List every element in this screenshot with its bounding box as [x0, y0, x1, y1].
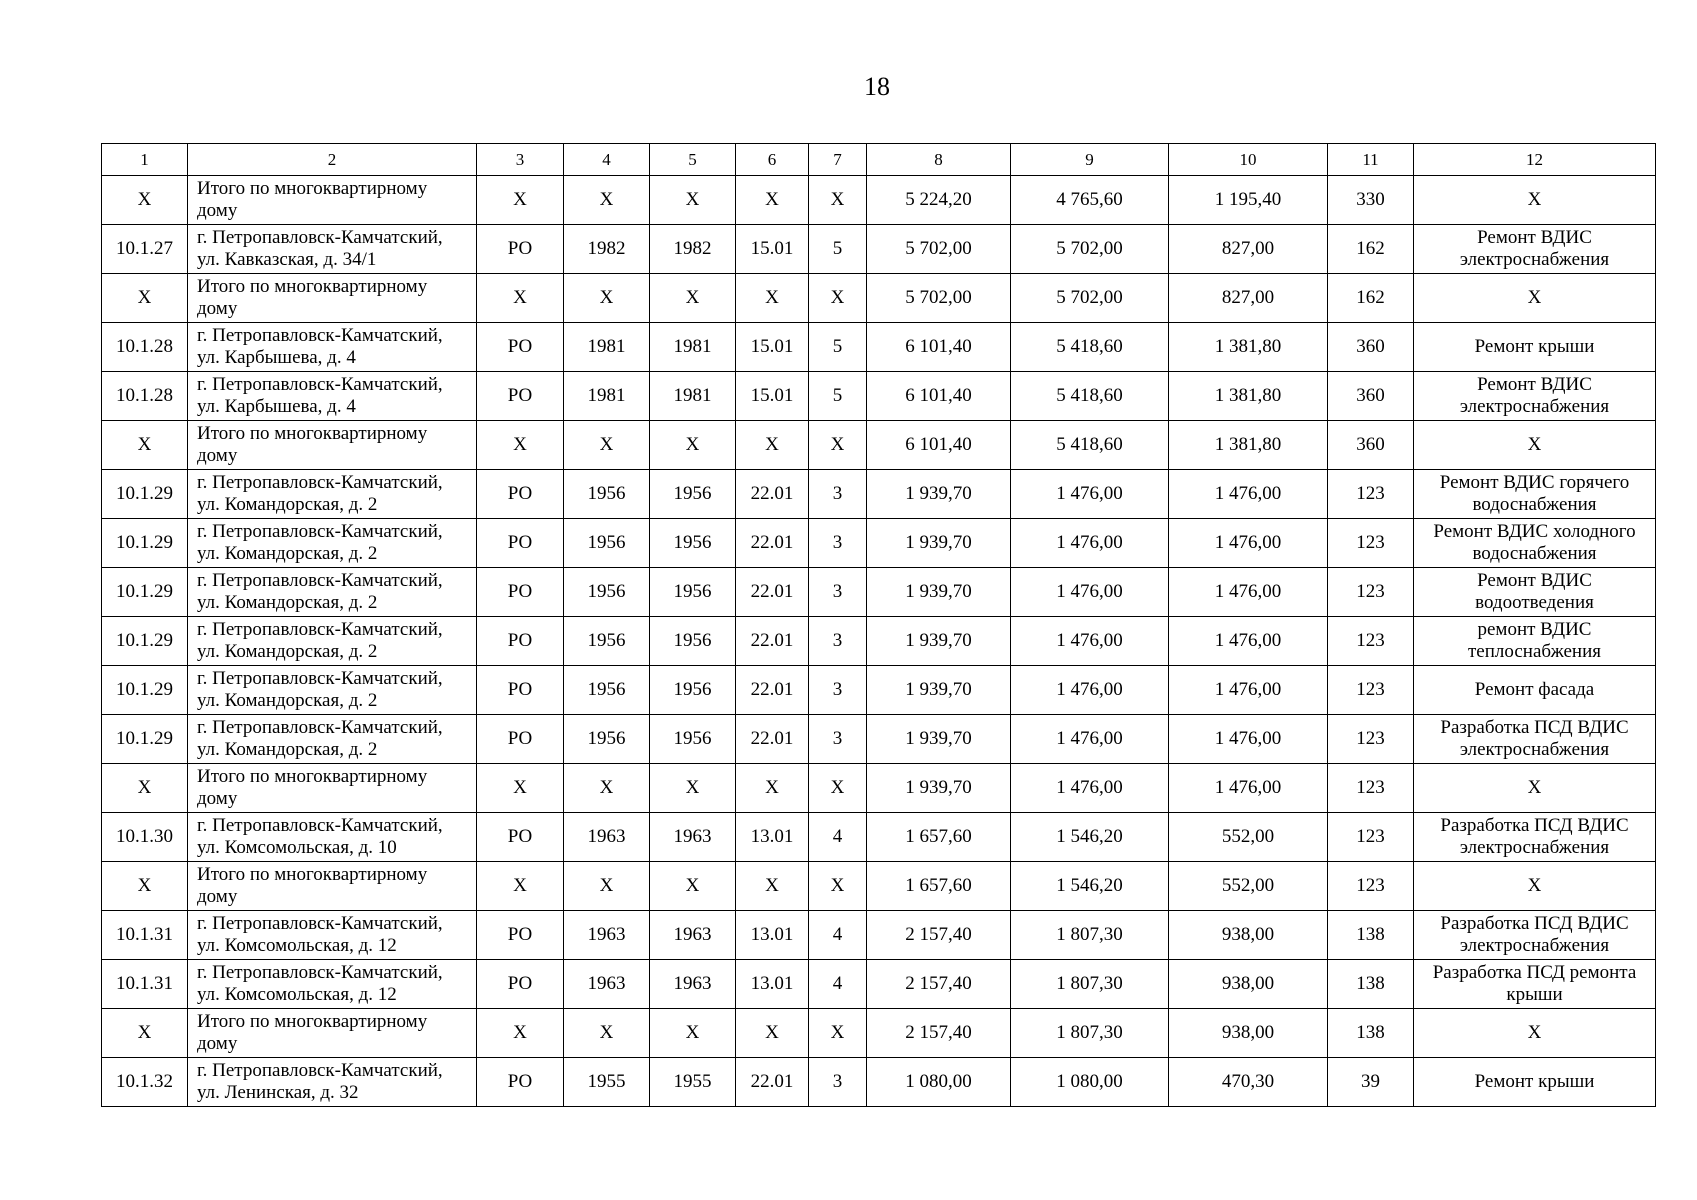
- table-cell: X: [477, 421, 564, 470]
- column-number-header: 1: [102, 144, 188, 176]
- column-number-header: 3: [477, 144, 564, 176]
- table-cell: X: [809, 764, 867, 813]
- table-cell: 1 476,00: [1011, 470, 1169, 519]
- table-cell: 1 476,00: [1011, 568, 1169, 617]
- table-cell: РО: [477, 225, 564, 274]
- table-cell: X: [1414, 862, 1656, 911]
- table-cell: 5 418,60: [1011, 323, 1169, 372]
- table-cell: 10.1.31: [102, 911, 188, 960]
- table-cell: Ремонт крыши: [1414, 323, 1656, 372]
- table-cell: X: [809, 274, 867, 323]
- table-cell: 6 101,40: [867, 323, 1011, 372]
- table-cell: Разработка ПСД ВДИС электроснабжения: [1414, 813, 1656, 862]
- table-cell: г. Петропавловск-Камчатский, ул. Кавказская, д. 34/1: [188, 225, 477, 274]
- table-cell: 1 939,70: [867, 568, 1011, 617]
- table-cell: 123: [1328, 519, 1414, 568]
- table-cell: 10.1.29: [102, 568, 188, 617]
- table-body: [102, 144, 1656, 1107]
- table-cell: Итого по многоквартирному дому: [188, 176, 477, 225]
- table-cell: X: [477, 1009, 564, 1058]
- table-cell: 1 381,80: [1169, 421, 1328, 470]
- table-cell: 360: [1328, 421, 1414, 470]
- table-cell: X: [650, 176, 736, 225]
- table-cell: 1956: [650, 519, 736, 568]
- table-cell: 22.01: [736, 715, 809, 764]
- table-cell: X: [102, 274, 188, 323]
- table-cell: РО: [477, 323, 564, 372]
- table-cell: 4: [809, 960, 867, 1009]
- table-cell: Итого по многоквартирному дому: [188, 1009, 477, 1058]
- table-cell: 1963: [650, 960, 736, 1009]
- table-row: [102, 519, 1656, 568]
- column-number-header: 8: [867, 144, 1011, 176]
- table-row: [102, 960, 1656, 1009]
- table-cell: 162: [1328, 274, 1414, 323]
- table-cell: РО: [477, 960, 564, 1009]
- table-cell: 6 101,40: [867, 372, 1011, 421]
- table-cell: 1 939,70: [867, 470, 1011, 519]
- table-cell: 1 080,00: [1011, 1058, 1169, 1107]
- table-cell: 3: [809, 715, 867, 764]
- column-number-header: 9: [1011, 144, 1169, 176]
- table-cell: 2 157,40: [867, 1009, 1011, 1058]
- table-cell: г. Петропавловск-Камчатский, ул. Командорская, д. 2: [188, 519, 477, 568]
- table-cell: X: [477, 176, 564, 225]
- table-cell: РО: [477, 372, 564, 421]
- table-cell: 5 702,00: [867, 225, 1011, 274]
- table-cell: 470,30: [1169, 1058, 1328, 1107]
- table-cell: 4: [809, 911, 867, 960]
- column-number-header: 5: [650, 144, 736, 176]
- table-cell: 1981: [564, 323, 650, 372]
- table-cell: 1 807,30: [1011, 911, 1169, 960]
- table-cell: 1956: [650, 666, 736, 715]
- table-cell: РО: [477, 519, 564, 568]
- table-cell: 552,00: [1169, 862, 1328, 911]
- table-cell: Ремонт крыши: [1414, 1058, 1656, 1107]
- table-cell: 3: [809, 666, 867, 715]
- table-cell: 1 476,00: [1169, 470, 1328, 519]
- table-cell: X: [477, 764, 564, 813]
- table-cell: 1956: [650, 470, 736, 519]
- table-cell: 123: [1328, 568, 1414, 617]
- table-cell: 1956: [650, 715, 736, 764]
- table-cell: 1956: [564, 470, 650, 519]
- table-cell: 1982: [564, 225, 650, 274]
- table-cell: 10.1.29: [102, 470, 188, 519]
- table-cell: 5: [809, 225, 867, 274]
- table-cell: Ремонт ВДИС электроснабжения: [1414, 372, 1656, 421]
- table-cell: 5 702,00: [867, 274, 1011, 323]
- table-cell: 123: [1328, 715, 1414, 764]
- table-cell: РО: [477, 911, 564, 960]
- table-cell: X: [809, 862, 867, 911]
- table-cell: 22.01: [736, 519, 809, 568]
- table-cell: 5: [809, 372, 867, 421]
- table-cell: 1 657,60: [867, 813, 1011, 862]
- table-cell: 938,00: [1169, 911, 1328, 960]
- table-cell: 10.1.29: [102, 715, 188, 764]
- table-cell: 1 195,40: [1169, 176, 1328, 225]
- table-cell: 1956: [564, 715, 650, 764]
- table-cell: 1956: [564, 568, 650, 617]
- column-number-header: 11: [1328, 144, 1414, 176]
- table-cell: 22.01: [736, 568, 809, 617]
- table-cell: 1 476,00: [1169, 764, 1328, 813]
- table-cell: X: [1414, 176, 1656, 225]
- table-cell: 1963: [564, 813, 650, 862]
- table-row: [102, 911, 1656, 960]
- table-cell: РО: [477, 715, 564, 764]
- table-cell: 123: [1328, 666, 1414, 715]
- table-cell: 1981: [650, 372, 736, 421]
- table-cell: 1 939,70: [867, 715, 1011, 764]
- table-row: [102, 666, 1656, 715]
- table-cell: 5 418,60: [1011, 421, 1169, 470]
- table-cell: Ремонт ВДИС холодного водоснабжения: [1414, 519, 1656, 568]
- table-cell: X: [650, 1009, 736, 1058]
- table-cell: Разработка ПСД ВДИС электроснабжения: [1414, 715, 1656, 764]
- table-cell: X: [1414, 764, 1656, 813]
- table-row: [102, 568, 1656, 617]
- table-cell: 1 476,00: [1011, 715, 1169, 764]
- column-number-header: 2: [188, 144, 477, 176]
- table-cell: X: [736, 1009, 809, 1058]
- table-cell: 3: [809, 617, 867, 666]
- table-cell: 1 381,80: [1169, 323, 1328, 372]
- table-cell: 13.01: [736, 813, 809, 862]
- table-cell: 827,00: [1169, 274, 1328, 323]
- table-cell: 1956: [650, 568, 736, 617]
- table-cell: г. Петропавловск-Камчатский, ул. Комсомольская, д. 12: [188, 960, 477, 1009]
- table-cell: 1963: [650, 911, 736, 960]
- table-cell: 1 476,00: [1011, 519, 1169, 568]
- table-cell: X: [564, 274, 650, 323]
- table-cell: 1955: [650, 1058, 736, 1107]
- table-row: [102, 274, 1656, 323]
- table-cell: 5 702,00: [1011, 274, 1169, 323]
- table-cell: РО: [477, 666, 564, 715]
- table-cell: 3: [809, 470, 867, 519]
- table-cell: РО: [477, 813, 564, 862]
- table-cell: X: [736, 764, 809, 813]
- table-cell: 1 476,00: [1169, 519, 1328, 568]
- table-cell: X: [650, 862, 736, 911]
- table-cell: X: [736, 274, 809, 323]
- table-cell: 1 807,30: [1011, 960, 1169, 1009]
- table-cell: РО: [477, 568, 564, 617]
- column-number-header: 4: [564, 144, 650, 176]
- table-cell: X: [809, 1009, 867, 1058]
- table-cell: 10.1.29: [102, 519, 188, 568]
- table-cell: г. Петропавловск-Камчатский, ул. Командорская, д. 2: [188, 715, 477, 764]
- table-cell: X: [102, 1009, 188, 1058]
- table-cell: 1 476,00: [1169, 568, 1328, 617]
- table-cell: г. Петропавловск-Камчатский, ул. Командорская, д. 2: [188, 666, 477, 715]
- table-cell: г. Петропавловск-Камчатский, ул. Командорская, д. 2: [188, 568, 477, 617]
- table-row: [102, 1009, 1656, 1058]
- table-cell: ремонт ВДИС теплоснабжения: [1414, 617, 1656, 666]
- table-cell: 5 418,60: [1011, 372, 1169, 421]
- table-cell: 2 157,40: [867, 911, 1011, 960]
- table-row: [102, 1058, 1656, 1107]
- column-number-header: 7: [809, 144, 867, 176]
- table-cell: г. Петропавловск-Камчатский, ул. Командорская, д. 2: [188, 470, 477, 519]
- table-cell: 1 939,70: [867, 764, 1011, 813]
- table-cell: 2 157,40: [867, 960, 1011, 1009]
- table-cell: 162: [1328, 225, 1414, 274]
- table-cell: X: [650, 764, 736, 813]
- table-cell: 360: [1328, 323, 1414, 372]
- table-cell: 10.1.27: [102, 225, 188, 274]
- table-cell: X: [102, 176, 188, 225]
- table-cell: г. Петропавловск-Камчатский, ул. Ленинская, д. 32: [188, 1058, 477, 1107]
- table-cell: Ремонт фасада: [1414, 666, 1656, 715]
- table-row: [102, 421, 1656, 470]
- table-cell: 6 101,40: [867, 421, 1011, 470]
- table-cell: Разработка ПСД ВДИС электроснабжения: [1414, 911, 1656, 960]
- table-cell: 10.1.31: [102, 960, 188, 1009]
- table-cell: 4: [809, 813, 867, 862]
- table-cell: РО: [477, 470, 564, 519]
- table-cell: г. Петропавловск-Камчатский, ул. Карбышева, д. 4: [188, 372, 477, 421]
- table-cell: 1 476,00: [1169, 715, 1328, 764]
- table-cell: Ремонт ВДИС водоотведения: [1414, 568, 1656, 617]
- column-number-header: 6: [736, 144, 809, 176]
- table-cell: X: [102, 862, 188, 911]
- table-cell: 1 939,70: [867, 617, 1011, 666]
- table-cell: 10.1.29: [102, 617, 188, 666]
- table-cell: 3: [809, 568, 867, 617]
- table-cell: 39: [1328, 1058, 1414, 1107]
- table-cell: X: [1414, 274, 1656, 323]
- table-cell: 1956: [650, 617, 736, 666]
- column-number-header: 12: [1414, 144, 1656, 176]
- table-cell: 138: [1328, 911, 1414, 960]
- table-cell: 1 657,60: [867, 862, 1011, 911]
- table-row: [102, 372, 1656, 421]
- table-cell: 938,00: [1169, 1009, 1328, 1058]
- column-number-header: 10: [1169, 144, 1328, 176]
- table-cell: 10.1.28: [102, 372, 188, 421]
- table-cell: Ремонт ВДИС горячего водоснабжения: [1414, 470, 1656, 519]
- table-cell: 1963: [564, 960, 650, 1009]
- table-cell: 1956: [564, 666, 650, 715]
- table-cell: 360: [1328, 372, 1414, 421]
- table-cell: 5: [809, 323, 867, 372]
- table-cell: 10.1.32: [102, 1058, 188, 1107]
- table-cell: 1 939,70: [867, 519, 1011, 568]
- table-cell: 3: [809, 519, 867, 568]
- table-cell: Ремонт ВДИС электроснабжения: [1414, 225, 1656, 274]
- table-cell: 1 939,70: [867, 666, 1011, 715]
- table-row: [102, 176, 1656, 225]
- table-cell: 15.01: [736, 323, 809, 372]
- table-cell: г. Петропавловск-Камчатский, ул. Командорская, д. 2: [188, 617, 477, 666]
- table-cell: X: [564, 764, 650, 813]
- table-cell: 13.01: [736, 960, 809, 1009]
- table-cell: 1 546,20: [1011, 862, 1169, 911]
- table-cell: 1 476,00: [1011, 666, 1169, 715]
- table-cell: 938,00: [1169, 960, 1328, 1009]
- table-cell: Разработка ПСД ремонта крыши: [1414, 960, 1656, 1009]
- table-row: [102, 764, 1656, 813]
- table-row: [102, 813, 1656, 862]
- table-cell: Итого по многоквартирному дому: [188, 862, 477, 911]
- table-cell: 1 476,00: [1011, 764, 1169, 813]
- table-cell: X: [736, 421, 809, 470]
- table-cell: 1981: [564, 372, 650, 421]
- table-cell: 15.01: [736, 225, 809, 274]
- table-cell: X: [102, 764, 188, 813]
- table-cell: 123: [1328, 470, 1414, 519]
- table-cell: X: [477, 862, 564, 911]
- table-cell: X: [477, 274, 564, 323]
- table-cell: 1963: [564, 911, 650, 960]
- table-cell: X: [650, 421, 736, 470]
- table-cell: X: [1414, 421, 1656, 470]
- table-cell: 1 476,00: [1169, 666, 1328, 715]
- table-cell: 5 702,00: [1011, 225, 1169, 274]
- table-cell: 22.01: [736, 470, 809, 519]
- table-cell: X: [564, 1009, 650, 1058]
- table-cell: 123: [1328, 617, 1414, 666]
- table-cell: Итого по многоквартирному дому: [188, 764, 477, 813]
- table-row: [102, 862, 1656, 911]
- table-row: [102, 323, 1656, 372]
- table-cell: 552,00: [1169, 813, 1328, 862]
- table-cell: 330: [1328, 176, 1414, 225]
- table-cell: г. Петропавловск-Камчатский, ул. Комсомольская, д. 12: [188, 911, 477, 960]
- table-cell: 5 224,20: [867, 176, 1011, 225]
- table-cell: 10.1.30: [102, 813, 188, 862]
- table-cell: X: [102, 421, 188, 470]
- table-cell: 15.01: [736, 372, 809, 421]
- table-cell: 123: [1328, 813, 1414, 862]
- table-cell: 22.01: [736, 666, 809, 715]
- table-header-row: [102, 144, 1656, 176]
- table-cell: РО: [477, 617, 564, 666]
- table-cell: 1 546,20: [1011, 813, 1169, 862]
- table-cell: г. Петропавловск-Камчатский, ул. Комсомольская, д. 10: [188, 813, 477, 862]
- table-cell: X: [564, 176, 650, 225]
- table-row: [102, 470, 1656, 519]
- table-cell: Итого по многоквартирному дому: [188, 421, 477, 470]
- table-cell: 1 080,00: [867, 1058, 1011, 1107]
- table-cell: 22.01: [736, 1058, 809, 1107]
- table-cell: 10.1.29: [102, 666, 188, 715]
- table-row: [102, 617, 1656, 666]
- table-cell: 1956: [564, 519, 650, 568]
- table-cell: 1963: [650, 813, 736, 862]
- table-cell: 123: [1328, 862, 1414, 911]
- table-cell: 827,00: [1169, 225, 1328, 274]
- table-cell: X: [736, 862, 809, 911]
- table-cell: г. Петропавловск-Камчатский, ул. Карбышева, д. 4: [188, 323, 477, 372]
- table-cell: РО: [477, 1058, 564, 1107]
- table-cell: 13.01: [736, 911, 809, 960]
- table-cell: X: [650, 274, 736, 323]
- table-cell: 138: [1328, 1009, 1414, 1058]
- table-cell: X: [564, 421, 650, 470]
- table-cell: 1981: [650, 323, 736, 372]
- table-cell: 1955: [564, 1058, 650, 1107]
- table-cell: 138: [1328, 960, 1414, 1009]
- table-cell: 1 476,00: [1169, 617, 1328, 666]
- table-cell: 1 476,00: [1011, 617, 1169, 666]
- table-cell: 10.1.28: [102, 323, 188, 372]
- table-cell: 3: [809, 1058, 867, 1107]
- table-cell: X: [564, 862, 650, 911]
- table-cell: X: [809, 176, 867, 225]
- repair-program-table: [101, 143, 1656, 1107]
- table-cell: X: [809, 421, 867, 470]
- page-number: 18: [864, 72, 890, 101]
- table-cell: 123: [1328, 764, 1414, 813]
- table-cell: X: [1414, 1009, 1656, 1058]
- table-cell: 22.01: [736, 617, 809, 666]
- table-cell: 1956: [564, 617, 650, 666]
- table-cell: 1 381,80: [1169, 372, 1328, 421]
- table-row: [102, 715, 1656, 764]
- table-cell: 4 765,60: [1011, 176, 1169, 225]
- table-row: [102, 225, 1656, 274]
- table-cell: X: [736, 176, 809, 225]
- table-cell: 1 807,30: [1011, 1009, 1169, 1058]
- table-cell: 1982: [650, 225, 736, 274]
- table-cell: Итого по многоквартирному дому: [188, 274, 477, 323]
